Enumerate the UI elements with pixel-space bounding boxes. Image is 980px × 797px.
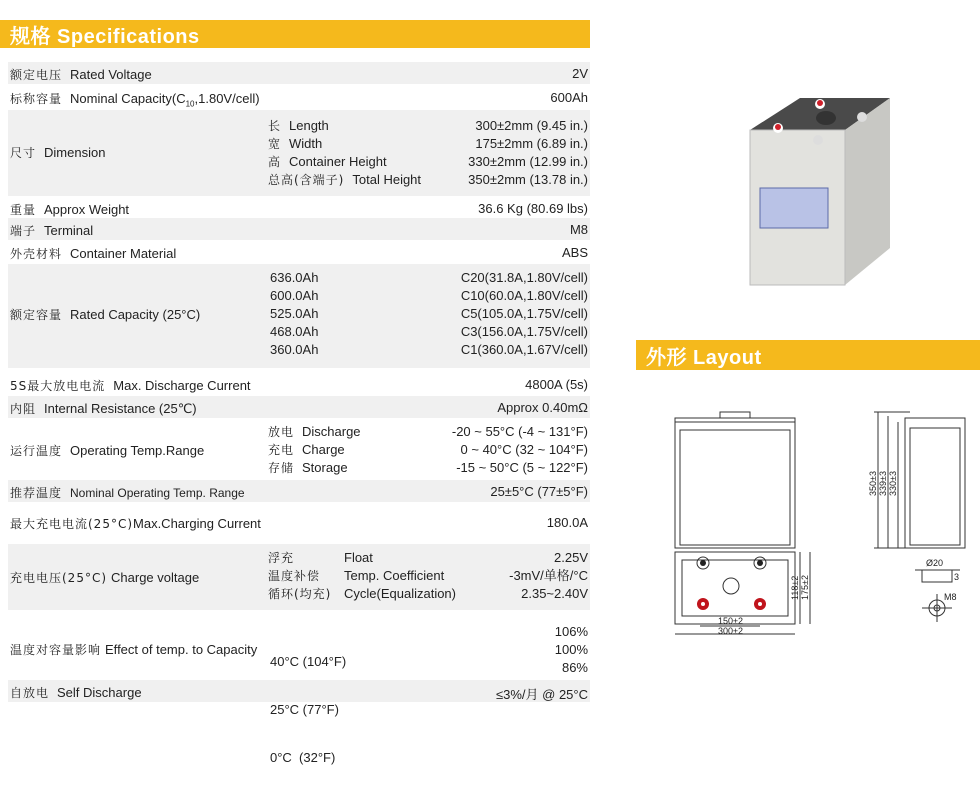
label-en: Terminal [44, 223, 94, 238]
row-max-discharge [8, 374, 590, 394]
label-cn: 额定电压 [10, 68, 63, 82]
label-cn: 自放电 [10, 686, 50, 700]
capacity: 468.0Ah [270, 324, 319, 339]
label-en: Rated Voltage [70, 67, 152, 82]
charge-en: Float [344, 550, 373, 565]
label-en: Dimension [44, 145, 106, 160]
rate: C20(31.8A,1.80V/cell) [460, 270, 588, 285]
value: 180.0A [546, 515, 588, 530]
operating-temp-names [268, 423, 361, 477]
value: 36.6 Kg (80.69 lbs) [478, 201, 588, 216]
dim-en: Length [289, 118, 329, 133]
charge-value: 2.35~2.40V [521, 586, 588, 601]
dim-value: 300±2mm (9.45 in.) [475, 118, 588, 133]
dim-label: 3 [954, 572, 960, 582]
capacity-values [270, 269, 318, 359]
charge-value: 2.25V [554, 550, 588, 565]
rate: C10(60.0A,1.80V/cell) [460, 288, 588, 303]
dim-value: 175±2mm (6.89 in.) [475, 136, 588, 151]
row-terminal [8, 218, 590, 240]
label-en: Rated Capacity (25°C) [70, 307, 201, 322]
label-cn: 最大充电电流(25°C) [10, 517, 134, 531]
label-cn: 充电电压(25°C) [10, 571, 108, 585]
dim-cn: 宽 [268, 137, 282, 151]
label-sub: 10 [185, 99, 195, 109]
dim-label: 350±3 [868, 471, 878, 496]
label-cn: 端子 [10, 224, 37, 238]
capacity: 360.0Ah [270, 342, 319, 357]
dim-label: M8 [944, 592, 957, 602]
label-en: Max.Charging Current [133, 516, 261, 531]
effect-value: 106% [554, 624, 588, 639]
value: 4800A (5s) [525, 377, 588, 392]
capacity: 636.0Ah [270, 270, 319, 285]
rate: C1(360.0A,1.67V/cell) [460, 342, 588, 357]
temp-cn: 充电 [268, 443, 295, 457]
row-container-material [8, 242, 590, 262]
temp-en: Charge [302, 442, 345, 457]
row-operating-temp [8, 420, 590, 480]
layout-header: 外形 Layout [636, 340, 980, 370]
dim-value: 330±2mm (12.99 in.) [468, 154, 588, 169]
label-cn: 重量 [10, 203, 37, 217]
capacity: 525.0Ah [270, 306, 319, 321]
dim-label: 175±2 [800, 575, 810, 600]
label-en: Operating Temp.Range [70, 443, 205, 458]
effect-temp: 0°C (32°F) [270, 750, 336, 765]
label-cn: 额定容量 [10, 308, 63, 322]
charge-cn: 温度补偿 [268, 569, 321, 583]
effect-temp: 40°C (104°F) [270, 654, 347, 669]
value: 600Ah [550, 90, 588, 105]
dim-en: Total Height [352, 172, 422, 187]
label-cn: 外壳材料 [10, 247, 63, 261]
capacity: 600.0Ah [270, 288, 319, 303]
charge-values [509, 549, 588, 603]
row-nominal-capacity [8, 86, 590, 108]
charge-en: Temp. Coefficient [344, 568, 445, 583]
label-en: Approx Weight [44, 202, 130, 217]
charge-cn: 浮充 [268, 551, 295, 565]
value: 25±5°C (77±5°F) [490, 484, 588, 499]
label-cn: 尺寸 [10, 146, 37, 160]
dim-en: Width [289, 136, 323, 151]
value: ABS [561, 245, 588, 260]
dim-value: 350±2mm (13.78 in.) [468, 172, 588, 187]
capacity-rates [461, 269, 588, 359]
label-cn: 内阻 [10, 402, 37, 416]
label-en-post: ,1.80V/cell) [194, 91, 260, 106]
charge-en-names [344, 549, 456, 603]
label-en: Internal Resistance (25℃) [44, 401, 197, 416]
effect-temp: 25°C (77°F) [270, 702, 339, 717]
battery-image [740, 80, 905, 290]
dim-cn: 长 [268, 119, 282, 133]
value: 2V [572, 66, 588, 81]
layout-drawing [660, 400, 980, 650]
row-charge-voltage [8, 544, 590, 610]
label-en: Effect of temp. to Capacity [105, 642, 258, 657]
temp-value: 0 ~ 40°C (32 ~ 104°F) [460, 442, 588, 457]
temp-en: Storage [302, 460, 348, 475]
label-cn: 5S最大放电电流 [10, 379, 106, 393]
temp-effect-temps [270, 623, 346, 797]
value: M8 [569, 222, 588, 237]
terminal-icon [700, 560, 706, 566]
temp-cn: 放电 [268, 425, 295, 439]
row-internal-resistance [8, 396, 590, 418]
dim-label: 300±2 [718, 626, 743, 636]
label-en: Nominal Capacity(C [70, 91, 186, 106]
rate: C3(156.0A,1.75V/cell) [460, 324, 588, 339]
charge-en: Cycle(Equalization) [344, 586, 456, 601]
temp-value: -20 ~ 55°C (-4 ~ 131°F) [451, 424, 588, 439]
dimension-values [468, 117, 588, 189]
dim-label: 150±2 [718, 616, 743, 626]
label-cn: 推荐温度 [10, 486, 63, 500]
label-cn: 标称容量 [10, 92, 63, 106]
charge-cn: 循环(均充) [268, 587, 332, 601]
temp-value: -15 ~ 50°C (5 ~ 122°F) [456, 460, 588, 475]
temp-en: Discharge [302, 424, 361, 439]
operating-temp-values [452, 423, 588, 477]
label-en: Container Material [70, 246, 177, 261]
row-weight [8, 198, 590, 218]
label-cn: 温度对容量影响 [10, 643, 102, 657]
effect-value: 86% [561, 660, 588, 675]
dim-cn: 高 [268, 155, 282, 169]
value: Approx 0.40mΩ [497, 400, 588, 415]
temp-effect-values [555, 623, 588, 677]
effect-value: 100% [554, 642, 588, 657]
dim-label: Ø20 [926, 558, 944, 568]
dim-label: 118±2 [790, 575, 800, 600]
terminal-icon [757, 560, 763, 566]
label-en: Max. Discharge Current [113, 378, 251, 393]
row-self-discharge [8, 680, 590, 702]
specifications-header: 规格 Specifications [0, 20, 590, 48]
terminal-icon [813, 135, 823, 145]
row-nominal-temp [8, 480, 590, 502]
dim-label: 339±3 [878, 471, 888, 496]
dim-label: 330±3 [888, 471, 898, 496]
row-rated-voltage [8, 62, 590, 84]
dim-cn: 总高(含端子) [268, 173, 345, 187]
charge-cn-names [268, 549, 339, 603]
temp-cn: 存储 [268, 461, 295, 475]
dimension-names [268, 117, 421, 189]
row-rated-capacity [8, 264, 590, 368]
rate: C5(105.0A,1.75V/cell) [460, 306, 588, 321]
terminal-icon [857, 112, 867, 122]
value: ≤3%/月 @ 25°C [495, 687, 588, 702]
label-en: Self Discharge [57, 685, 142, 700]
dim-en: Container Height [289, 154, 387, 169]
row-dimension [8, 110, 590, 196]
label-en: Charge voltage [111, 570, 200, 585]
label-en: Nominal Operating Temp. Range [70, 486, 245, 500]
label-cn: 运行温度 [10, 444, 63, 458]
charge-value: -3mV/单格/°C [509, 568, 588, 583]
row-max-charging [8, 508, 590, 536]
